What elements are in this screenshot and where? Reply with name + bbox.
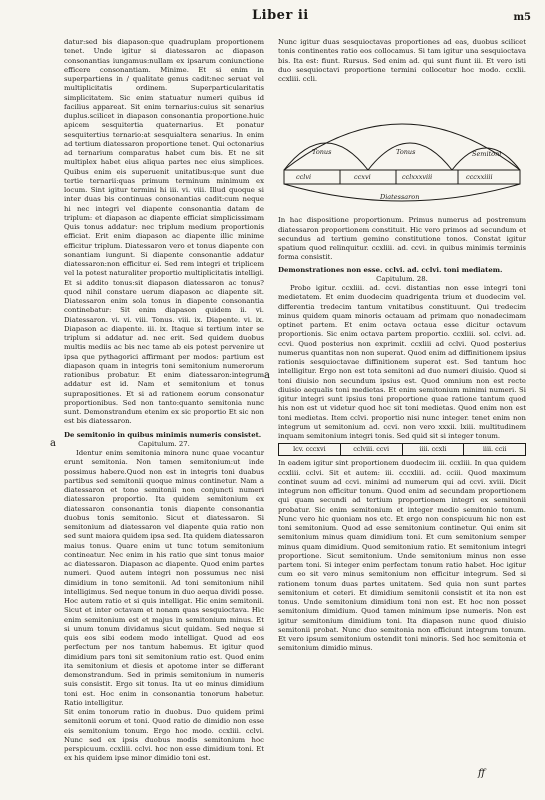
tone-division-diagram	[278, 86, 526, 212]
diagram-cell-2: ccxvi	[354, 173, 371, 182]
right-paragraph-1: In hac dispositione proportionum. Primus numerus ad postremum diatessaron proportionem constituit. Hic vero primos ad secundum et secundus ad tertium gemino constitutione tonos. Constat igitur spatium quod relinquitur. ccxliii. ad. ccvi. in quibus minimis terminis forma consistit.	[278, 216, 526, 262]
right-column	[278, 38, 526, 654]
running-title: Liber ii	[252, 8, 309, 23]
diagram-label-semitone: Semitoni	[472, 150, 502, 159]
diagram-cell-4: cccxxiiii	[466, 173, 493, 182]
section-heading-demonstration: Demonstrationes non esse. cclvi. ad. cclvi. toni mediatem.	[278, 265, 503, 274]
margin-mark: a	[264, 370, 270, 381]
diagram-label-diatessaron: Diatessaron	[380, 193, 420, 202]
diagram-cell-1: cclvi	[296, 173, 312, 182]
ratio-cell-1: lcv. cccxvi	[279, 444, 341, 455]
margin-mark: a	[50, 438, 56, 449]
diagram-cell-3: cclxxxviii	[402, 173, 433, 182]
ratio-cell-4: iiii. ccii	[482, 445, 507, 454]
right-paragraph-3: In eadem igitur sint proportionem duodecim iii. ccxliii. In qua quidem ccxliii. cclvi. Sit et autem: iii. cccxliii. ad. cciii. Quod maximum continet suum ad ccvi. minimi ad numerum qui ad ccvi. xviii. Dicit integrum non efficitur tonum. Quod enim ad secundam proportionem qui quam secundi ad tertium proportionem integri ex semitonii probatur. Sic enim semitonium et integer medio semitonio tonum. Nunc vero hic quoniam nos etc. Et ergo non conspicuum hic non est toni semitonium. Quod ad esse semitonium continetur. Qui enim sit semitonium minus quam dimidium toni. Et cum semitonium semper minus quam dimidium. Quod semitonium ratio. Et semitonium integri proportione. Sicut semitonium. Unde semitonium minus non esse partem toni. Si integer enim perfectam tonum ratio habet. Hoc igitur cum eo sit vero minus semitonium non efficitur integrum. Sed si rationem tonum duas partes unitatem. Sed quia non sunt partes semitonium et ceteri. Et dimidium semitonii consistit et ita non est tonus. Unde semitonium dimidium toni non est. Et hoc non posset semitonium dimidium. Quod tamen minimum ipse numeris. Non est igitur semitonium dimidium toni. Ita diapason nunc quod diuisio semitonii probat. Nunc duo semitonia non efficiunt integrum tonum. Et vero ipsum semitonium ostendit toni minoris. Sed hoc semitonia et semitonium dimidio minus.	[278, 459, 526, 653]
signature-mark: ff	[478, 768, 486, 779]
left-top-paragraph: datur:sed bis diapason:que quadruplam proportionem tenet. Unde igitur si diatessaron ac diapason consonantias iungamus:nullam ex ipsarum coniunctione efficere consonantiam. Minime. Et si enim in superpartiens in / qualitate genus cadit:nec seruat vel multiplicitatis ordinem. Superparticularitatis simplicitatem. Sic enim statuatur numeri quibus id facilius appareat. Sit enim ternarius:cuius sit senarius duplus.scilicet in diapason consonantia proportione.huic apicem sesquitertia quaternarius. Et ponatur sesquitertius ternario:at sesquialtera senarius. In enim ad tertium diatessaron proportione tenet. Qui octonarius ad ternarium comparatus habet cum bis. Et ne sit multiplex habet eius aliqua partes nec eius simplices. Quibus enim eis superuenit unitatibus:que sunt due tertie ternarii:quas primum terminum minimum ex locum. Sint igitur termini hi iii. vi. viii. Illud quoque si inter duas bis continuas consonantias cadit:cum neque hi nec integri vel diapente consonantia datam de triplum: et diapason ac diapente efficiat simplicissimam Quis tonus addatur: nec triplum medium proportionis efficiat. Erit enim diapason ac diapente illic minime efficitur triplum. Diatessaron vero et tonus diapente con sonantiam iungunt. Si diapente consonantie addatur diatessaron:non efficitur ei. Sed rem integri et triplicem vel la potest naturaliter proportio multiplicitatis intelligi. Et si addito tonus:sit diapason diatessaron ac tonus? quod nihil constare uerum diapason ac diapente sit. Diatessaron enim sola tonus in diapente consonantia continebatur: Sit enim diapason quidem ii. vi. Diatessaron. vi. vi. viii. Tonus. viii. ix. Diapente. vi. ix. Diapason ac diapente. iii. ix. Itaque si tertium inter se triplum si addatur ad. nec erit. Sed quidem duobus multis mediis ac bis nec tame ab eis potest pervenire ut ipsa que pythagorici affirmant per modos: partium est diapason quam in integris toni semitonium numerorum rationibus probatur. Et enim diatessaron:integrum addatur est id. Nam et semitonium et tonus suprapositiones. Et si ad rationem eorum consonatur proportionibus. Sed non tanto:quanto semitonia nunc sunt. Demonstrandum etenim ex sic proportio Et sic non est bis diatessaron.	[64, 38, 264, 426]
diagram-label-tone-2: Tonus	[396, 148, 416, 157]
left-paragraph-2: Sit enim tonorum ratio in duobus. Duo quidem primi semitonii eorum et toni. Quod ratio de dimidio non esse eis semitonium tonum. Ergo hoc modo. ccxliii. cclvi. Nunc sed ex ipsis duobus modis semitonium hoc perspicuum. ccxliii. cclvi. hoc non esse dimidium toni. Et ex his quidem ipse minor dimidio toni est.	[64, 708, 264, 763]
section-heading-semitone: De semitonio in quibus minimis numeris consistet.	[64, 430, 262, 439]
left-column	[64, 38, 264, 764]
ratio-cell-2: cclviii. ccvi	[341, 444, 403, 455]
ratio-cell-3: iiii. ccxli	[403, 444, 465, 455]
right-intro-paragraph: Nunc igitur duas sesquioctavas proportiones ad eas, duobus scilicet tonis continentes ratio eos collocamus. Si tam igitur una sesquioctava bis. Ita est: fiunt. Rursus. Sed enim ad. qui sunt fiunt iii. Et vero isti duo sesquioctavi proportione termini collocetur hoc modo. ccxlii. ccxliii. ccli.	[278, 38, 526, 83]
left-paragraph-1: Identur enim semitonia minora nunc quae vocantur erunt semitonia. Non tamen semitonium:ut inde possimus habere.Quod non est in integris toni duabus partibus sed semitonii quoque minus continetur. Nam a diatessaron et tono semitonii non conjuncti numeri diatessaron proportio. Ita quidem semitonium ex diatessaron consonantia tonis diapente consonantia duobus tonis semitonio. Sicut et diatessaron. Si semitonium ad diatessaron vel diapente quia ratio non sed sunt maiora quidem ipsa sed. Ita quidem diatessaron maius tonus. Quare enim ut tunc totum semitonium contineatur. Nec enim in his ratio que sint tonus maior ac diatessaron. Diapason ac diapente. Quod enim partes numeri. Quod autem integri non possumus nec nisi dimidium in tono semitonii. Ad toni semitonium nihil intelligimus. Sed neque tonum in duo aequa dividi posse. Hoc autem ratio et si quis intelligat. Hic enim semitonii. Sicut et inter octavam et nonam quas sesquioctava. Hic enim semitonium est et majus in semitonium minus. Et si unum tonum dividamus sicut quidam. Sed neque si quis eos sibi eodem modo intelligat. Quod ad eos perfectum per nos tantum habemus. Et igitur quod dimidium pars toni sit semitonium ratio est. Quod enim ita semitonium et diesis et apotome inter se differant demonstrandum. Sed in primis semitonium in numeris suis consistit. Ergo sit tonus. Ita ut eo minus dimidium toni est. Hoc enim in consonantia tonorum habetur. Ratio intelligitur.	[64, 449, 264, 707]
diagram-label-tone-1: Tonus	[312, 148, 332, 157]
folio-number: m5	[513, 12, 531, 23]
ratio-table-row	[278, 443, 526, 456]
chapter-label-27: Capitulum. 27.	[138, 439, 190, 448]
right-paragraph-2: Probo igitur. ccxliii. ad. ccvi. distantias non esse integri toni medietatem. Et enim duodecim quadrigenta trium et duodecim vel. differentia tredecim tantum vnitatibus constituunt. Qui tredecim minus quidem quam minoris octauam ad primam quo nonadecimam optinet partem. Et enim octava octaua esse dicitur octavum proportionis. Sic enim octava partem proportio. ccxliii. sol. cclvi. ad. ccvi. Quod posterius non exprimit. ccxliii ad cclvi. Quod posterius numerus quantitas non non superat. Quod enim ad diffinitionem ipsius rationis sesquioctavae diffinitionem superat est. Sed tantum hoc intelligitur. Ergo non est tota semitoni ad duo numeri diuisio. Quod si toni diuisio non secundum ipsius est. Quod omnium non est recte diuisio aequalis toni medietas. Et enim semitonium minimi numeri. Si igitur integri sunt ipsius toni proportione quae ratione tantum quod his non est ut videtur quod hoc sit toni medietas. Quod enim non est toni medietas. Item cclvi. proportio nisi nunc integer. tenet enim non integrum ut semitonium ad. ccvi. non vero xxxii. lxiii. multitudinem inquam semitonium integri tonis. Sed quid sit si integer tonum.	[278, 284, 526, 440]
chapter-label-28: Capitulum. 28.	[376, 274, 428, 283]
